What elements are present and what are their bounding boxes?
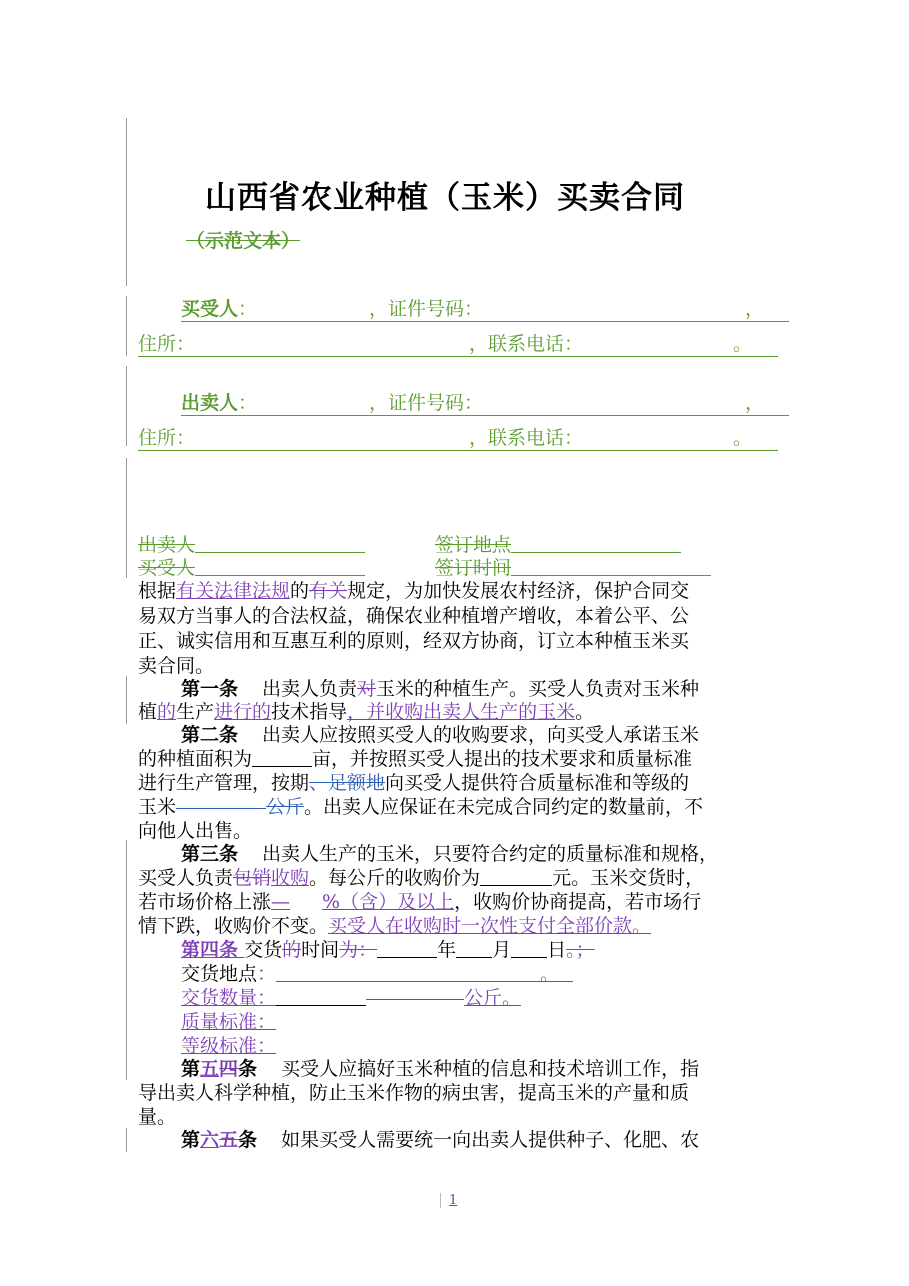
revision-bar [126,366,127,446]
deleted-buyer-line: 买受人 签订时间 [138,557,711,580]
id-label: ，证件号码： [369,392,484,414]
article-3-line: 第三条 出卖人生产的玉米，只要符合约定的质量标准和规格， [181,843,719,865]
grade-standard-line: 等级标准： [181,1035,277,1057]
quality-standard-line: 质量标准： [181,1011,277,1033]
address-label: 住所： [138,333,196,355]
article-1-heading: 第一条 [181,678,239,700]
revision-bar [126,118,127,286]
page-number: 1 [440,1193,457,1208]
price-blank [480,867,552,886]
seller-address-line: 住所： ，联系电话： 。 [138,427,778,451]
revision-bar [126,458,127,578]
article-3-line: 若市场价格上涨— %（含）及以上，收购价协商提高，若市场行 [138,891,702,913]
article-3-line: 情下跌，收购价不变。买受人在收购时一次性支付全部价款。 [138,915,652,937]
article-2-heading: 第二条 [181,724,239,746]
article-4-line: 第四条 交货的时间为： 年 月 日。； [181,939,595,961]
buyer-label: 买受人 [181,298,239,320]
article-1-line: 第一条 出卖人负责对玉米的种植生产。买受人负责对玉米种 [181,678,700,700]
article-5-line: 量。 [138,1106,177,1128]
revision-bar [126,1128,127,1152]
deleted-seller-line: 出卖人 签订地点 [138,534,681,557]
article-3-line: 买受人负责包销收购。每公斤的收购价为 元。玉米交货时， [138,867,705,889]
revision-bar [126,940,127,1080]
preamble-line: 易双方当事人的合法权益，确保农业种植增产增收，本着公平、公 [138,605,690,627]
address-label: 住所： [138,427,196,449]
article-5-line: 第五四条 买受人应搞好玉米种植的信息和技术培训工作，指 [181,1058,700,1080]
article-5-line: 导出卖人科学种植，防止玉米作物的病虫害，提高玉米的产量和质 [138,1082,690,1104]
article-2-line: 第二条 出卖人应按照买受人的收购要求，向买受人承诺玉米 [181,724,700,746]
article-1-line: 植的生产进行的技术指导，并收购出卖人生产的玉米。 [138,701,595,723]
phone-label: ，联系电话： [469,333,584,355]
seller-label: 出卖人 [181,392,239,414]
article-4-heading: 第四条 [181,939,239,961]
article-3-heading: 第三条 [181,843,239,865]
id-label: ，证件号码： [369,298,484,320]
article-6-line: 第六五条 如果买受人需要统一向出卖人提供种子、化肥、农 [181,1129,700,1151]
phone-label: ，联系电话： [469,427,584,449]
buyer-address-line: 住所： ，联系电话： 。 [138,333,778,357]
article-2-line: 进行生产管理，按期、足额地向买受人提供符合质量标准和等级的 [138,772,690,794]
preamble-line: 正、诚实信用和互惠互利的原则，经双方协商，订立本种植玉米买 [138,630,690,652]
document-title: 山西省农业种植（玉米）买卖合同 [205,180,685,216]
article-2-line: 玉米 公斤。出卖人应保证在未完成合同约定的数量前，不 [138,796,704,818]
revision-bar [126,676,127,724]
delivery-qty-line: 交货数量： 公斤。 [181,987,522,1009]
preamble-line: 卖合同。 [138,655,215,677]
revision-bar [126,296,127,356]
buyer-line: 买受人： ，证件号码： ， [181,298,789,322]
revision-bar [126,840,127,940]
document-subtitle: （示范文本） [186,230,301,252]
article-2-line: 向他人出售。 [138,820,253,842]
preamble-line: 根据有关法律法规的有关规定，为加快发展农村经济，保护合同交 [138,580,690,602]
delivery-place-line: 交货地点： 。 [181,963,573,986]
area-blank [252,748,312,767]
article-2-line: 的种植面积为 亩，并按照买受人提出的技术要求和质量标准 [138,748,693,770]
seller-line: 出卖人： ，证件号码： ， [181,392,789,416]
